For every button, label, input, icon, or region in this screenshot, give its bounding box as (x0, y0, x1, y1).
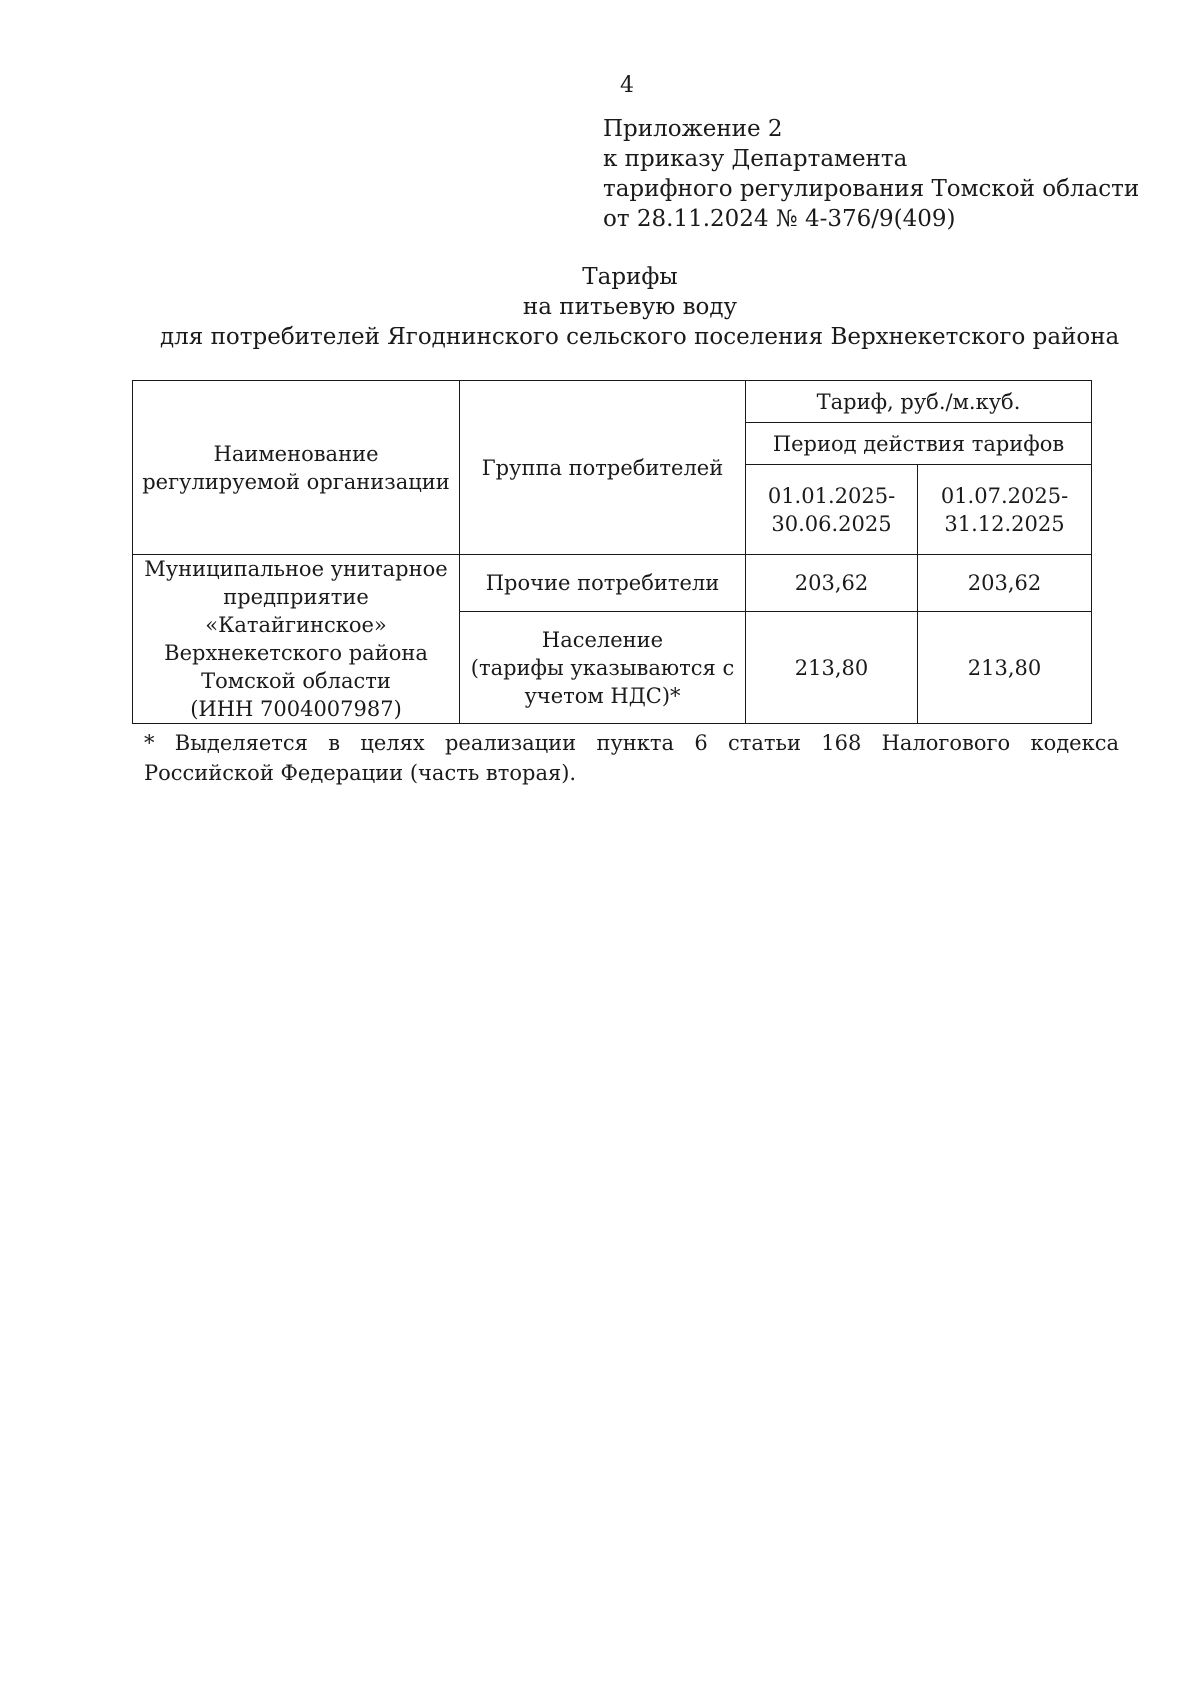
tariff-value-cell: 203,62 (918, 555, 1092, 612)
appendix-line: тарифного регулирования Томской области (603, 176, 1140, 202)
header-org-name: Наименование регулируемой организации (133, 381, 460, 555)
consumer-group-cell: Население (тарифы указываются с учетом НДС)* (460, 612, 746, 724)
appendix-line: от 28.11.2024 № 4-376/9(409) (603, 206, 956, 232)
tariff-value-cell: 213,80 (746, 612, 918, 724)
appendix-line: Приложение 2 (603, 116, 783, 142)
footnote: * Выделяется в целях реализации пункта 6 статьи 168 Налогового кодекса Российской Федерации (часть вторая). (144, 731, 1119, 785)
organization-cell: Муниципальное унитарное предприятие «Катайгинское» Верхнекетского района Томской области (ИНН 7004007987) (133, 555, 460, 724)
table-row (133, 555, 1092, 612)
header-consumer-group: Группа потребителей (460, 381, 746, 555)
header-period-1: 01.01.2025- 30.06.2025 (746, 465, 918, 555)
header-period-2: 01.07.2025- 31.12.2025 (918, 465, 1092, 555)
title-line: Тарифы (582, 264, 678, 290)
tariff-value-cell: 203,62 (746, 555, 918, 612)
title-line: на питьевую воду (522, 294, 738, 320)
header-tariff: Тариф, руб./м.куб. (746, 381, 1092, 423)
appendix-line: к приказу Департамента (603, 146, 908, 172)
document-title (160, 262, 1120, 352)
page-number: 4 (620, 73, 634, 98)
consumer-group-cell: Прочие потребители (460, 555, 746, 612)
appendix-header (603, 114, 1139, 234)
tariff-table (132, 380, 1092, 724)
title-line: для потребителей Ягоднинского сельского поселения Верхнекетского района (160, 324, 1120, 350)
header-period: Период действия тарифов (746, 423, 1092, 465)
tariff-value-cell: 213,80 (918, 612, 1092, 724)
